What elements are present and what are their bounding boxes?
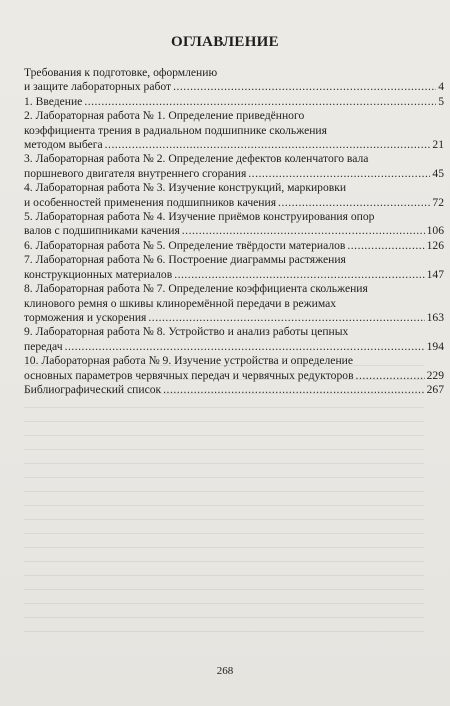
toc-entry-page: 21 [432, 138, 444, 152]
toc-entry [24, 181, 444, 210]
toc-entry-page: 163 [426, 310, 444, 324]
toc-entry-line: 7. Лабораторная работа № 6. Построение диаграммы растяжения [24, 253, 346, 267]
toc-entry-last-line [24, 224, 444, 238]
toc-entry-text: торможения и ускорения [24, 310, 147, 324]
dot-leader [84, 95, 436, 109]
toc-entry-page: 5 [438, 94, 444, 108]
toc-entry-text: поршневого двигателя внутреннего сгорания [24, 166, 247, 180]
toc-entry-text: и особенностей применения подшипников качения [24, 195, 277, 209]
toc-entry-page: 229 [426, 368, 444, 382]
toc-entry-page: 45 [432, 166, 444, 180]
toc-entry-last-line [24, 268, 444, 282]
toc-entry-text: передач [24, 339, 63, 353]
toc-entry-page: 267 [426, 382, 444, 396]
toc-entry-text: 1. Введение [24, 94, 83, 108]
toc-entry [24, 66, 444, 95]
toc-entry-line: 10. Лабораторная работа № 9. Изучение устройства и определение [24, 354, 354, 368]
dot-leader [105, 138, 431, 152]
dot-leader [65, 340, 425, 354]
toc-entry [24, 210, 444, 239]
toc-entry [24, 239, 444, 253]
toc-entry [24, 354, 444, 383]
toc-entry-line: 9. Лабораторная работа № 8. Устройство и анализ работы цепных [24, 325, 349, 339]
toc-entry-last-line [24, 80, 444, 94]
toc-entry-last-line [24, 138, 444, 152]
toc-entry-last-line [24, 340, 444, 354]
toc-entry-text: и защите лабораторных работ [24, 80, 172, 94]
toc-entry-page: 72 [432, 195, 444, 209]
toc-entry-page: 126 [426, 238, 444, 252]
toc-entry-line: 5. Лабораторная работа № 4. Изучение приёмов конструирования опор [24, 210, 375, 224]
dot-leader [148, 311, 424, 325]
toc-entry-text: основных параметров червячных передач и червячных редукторов [24, 368, 354, 382]
toc-entry-page: 147 [426, 267, 444, 281]
toc-entry-last-line [24, 95, 444, 109]
toc-entry-line: коэффициента трения в радиальном подшипнике скольжения [24, 123, 327, 137]
toc-entry [24, 95, 444, 109]
dot-leader [278, 196, 430, 210]
toc-entry-line: 2. Лабораторная работа № 1. Определение приведённого [24, 109, 305, 123]
toc-entry [24, 253, 444, 282]
toc-entry-last-line [24, 369, 444, 383]
page-number: 268 [216, 665, 234, 677]
toc-entry-last-line [24, 196, 444, 210]
toc-entry [24, 152, 444, 181]
toc-entry-last-line [24, 167, 444, 181]
toc-entry-last-line [24, 239, 444, 253]
toc-entry-text: Библиографический список [24, 382, 162, 396]
dot-leader [347, 239, 424, 253]
table-of-contents [24, 66, 444, 397]
page-title: ОГЛАВЛЕНИЕ [171, 34, 279, 50]
toc-entry-text: валов с подшипниками качения [24, 224, 180, 238]
toc-entry-page: 106 [426, 224, 444, 238]
toc-entry-line: Требования к подготовке, оформлению [24, 66, 218, 79]
dot-leader [173, 80, 436, 94]
dot-leader [248, 167, 430, 181]
toc-entry-line: клинового ремня о шкивы клиноремённой передачи в режимах [24, 296, 337, 310]
dot-leader [182, 224, 425, 238]
toc-entry [24, 282, 444, 325]
toc-entry [24, 109, 444, 152]
toc-entry-text: 6. Лабораторная работа № 5. Определение твёрдости материалов [24, 238, 346, 252]
bleed-through-texture [24, 365, 424, 645]
toc-entry-last-line [24, 311, 444, 325]
toc-entry [24, 325, 444, 354]
toc-entry-line: 4. Лабораторная работа № 3. Изучение конструкций, маркировки [24, 181, 347, 195]
dot-leader [174, 268, 424, 282]
dot-leader [163, 383, 424, 397]
toc-entry-page: 4 [438, 80, 444, 94]
dot-leader [356, 369, 425, 383]
toc-entry-last-line [24, 383, 444, 397]
toc-entry [24, 383, 444, 397]
toc-entry-page: 194 [426, 339, 444, 353]
toc-entry-line: 3. Лабораторная работа № 2. Определение дефектов коленчатого вала [24, 152, 369, 166]
toc-entry-text: методом выбега [24, 138, 103, 152]
toc-entry-line: 8. Лабораторная работа № 7. Определение коэффициента скольжения [24, 282, 368, 296]
toc-entry-text: конструкционных материалов [24, 267, 173, 281]
